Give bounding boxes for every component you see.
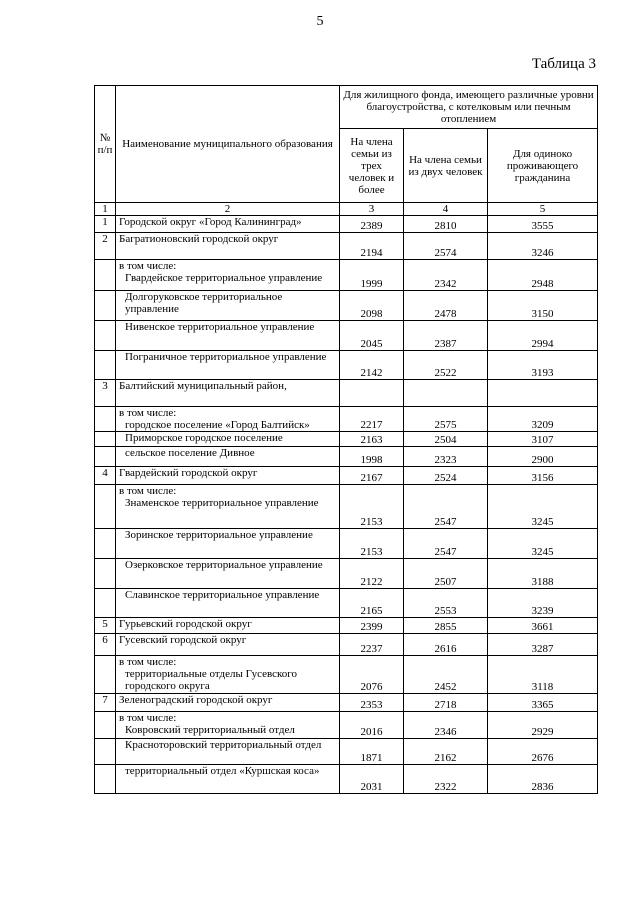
value-c5: 3365 <box>488 694 598 712</box>
row-number <box>95 291 116 321</box>
row-number <box>95 432 116 447</box>
row-name: Ковровский территориальный отдел <box>125 724 295 736</box>
value-c3: 2122 <box>340 559 404 589</box>
value-c4 <box>404 380 488 407</box>
row-number <box>95 260 116 291</box>
value-c3 <box>340 380 404 407</box>
value-c3: 1871 <box>340 739 404 765</box>
row-number <box>95 712 116 739</box>
value-c4: 2718 <box>404 694 488 712</box>
col-number: 5 <box>488 203 598 216</box>
value-c4: 2810 <box>404 216 488 233</box>
col-number: 2 <box>116 203 340 216</box>
row-name-cell <box>116 447 340 467</box>
col-number: 3 <box>340 203 404 216</box>
table-row <box>95 485 598 529</box>
row-name-cell <box>116 321 340 351</box>
header-col5: Для одиноко проживающего гражданина <box>488 129 598 203</box>
table-label: Таблица 3 <box>531 56 596 72</box>
row-name-cell <box>116 291 340 321</box>
row-name: городское поселение «Город Балтийск» <box>125 419 310 431</box>
table-row <box>95 432 598 447</box>
value-c5: 3156 <box>488 467 598 485</box>
value-c3: 1999 <box>340 260 404 291</box>
row-name: Гвардейское территориальное управление <box>125 272 323 284</box>
value-c3: 2045 <box>340 321 404 351</box>
value-c5: 3245 <box>488 485 598 529</box>
row-number <box>95 559 116 589</box>
value-c3: 2142 <box>340 351 404 380</box>
table-row <box>95 765 598 794</box>
value-c3: 2165 <box>340 589 404 618</box>
header-col4: На члена семьи из двух человек <box>404 129 488 203</box>
row-name: Пограничное территориальное управление <box>125 351 327 363</box>
value-c3: 2076 <box>340 656 404 694</box>
row-lead-text: в том числе: <box>119 260 177 272</box>
value-c4: 2575 <box>404 407 488 432</box>
value-c4: 2574 <box>404 233 488 260</box>
row-name: Гвардейский городской округ <box>119 467 258 479</box>
row-name-cell <box>116 467 340 485</box>
value-c5: 3188 <box>488 559 598 589</box>
value-c3: 2098 <box>340 291 404 321</box>
row-name: Багратионовский городской округ <box>119 233 279 245</box>
row-name-cell <box>116 260 340 291</box>
data-table <box>94 85 598 794</box>
row-name-cell <box>116 656 340 694</box>
value-c5: 3118 <box>488 656 598 694</box>
row-name: Балтийский муниципальный район, <box>119 380 287 392</box>
value-c5: 3555 <box>488 216 598 233</box>
row-name-cell <box>116 589 340 618</box>
row-name-cell <box>116 765 340 794</box>
value-c5: 3245 <box>488 529 598 559</box>
value-c3: 2153 <box>340 529 404 559</box>
value-c3: 1998 <box>340 447 404 467</box>
value-c5: 3287 <box>488 634 598 656</box>
col-number: 1 <box>95 203 116 216</box>
value-c5: 3661 <box>488 618 598 634</box>
value-c5: 2676 <box>488 739 598 765</box>
value-c5: 2836 <box>488 765 598 794</box>
value-c4: 2553 <box>404 589 488 618</box>
value-c5: 2994 <box>488 321 598 351</box>
row-lead-text: в том числе: <box>119 656 177 668</box>
value-c3: 2217 <box>340 407 404 432</box>
row-number: 2 <box>95 233 116 260</box>
row-name: Гурьевский городской округ <box>119 618 252 630</box>
value-c3: 2031 <box>340 765 404 794</box>
table-row <box>95 233 598 260</box>
value-c4: 2162 <box>404 739 488 765</box>
row-name: территориальный отдел «Куршская коса» <box>125 765 320 777</box>
row-name-cell <box>116 529 340 559</box>
table-row <box>95 380 598 407</box>
row-number: 6 <box>95 634 116 656</box>
value-c5 <box>488 380 598 407</box>
value-c3: 2237 <box>340 634 404 656</box>
value-c4: 2323 <box>404 447 488 467</box>
value-c4: 2524 <box>404 467 488 485</box>
row-name-cell <box>116 407 340 432</box>
row-name-cell <box>116 432 340 447</box>
row-name: Городской округ «Город Калининград» <box>119 216 302 228</box>
value-c5: 2948 <box>488 260 598 291</box>
header-num: № п/п <box>95 86 116 203</box>
value-c3: 2194 <box>340 233 404 260</box>
row-number: 1 <box>95 216 116 233</box>
page-number: 5 <box>316 14 324 29</box>
value-c4: 2616 <box>404 634 488 656</box>
value-c5: 2900 <box>488 447 598 467</box>
value-c3: 2153 <box>340 485 404 529</box>
table-row <box>95 656 598 694</box>
row-number <box>95 529 116 559</box>
row-name-cell <box>116 233 340 260</box>
table-row <box>95 216 598 233</box>
row-number <box>95 447 116 467</box>
row-name-cell <box>116 351 340 380</box>
value-c5: 3150 <box>488 291 598 321</box>
row-number <box>95 589 116 618</box>
row-name: сельское поселение Дивное <box>125 447 255 459</box>
table-row <box>95 739 598 765</box>
value-c5: 3209 <box>488 407 598 432</box>
row-number: 7 <box>95 694 116 712</box>
row-lead-text: в том числе: <box>119 712 177 724</box>
table-row <box>95 291 598 321</box>
value-c4: 2507 <box>404 559 488 589</box>
table-row <box>95 447 598 467</box>
row-number <box>95 765 116 794</box>
row-name: Зоринское территориальное управление <box>125 529 313 541</box>
row-name-cell <box>116 485 340 529</box>
value-c5: 3107 <box>488 432 598 447</box>
row-number: 3 <box>95 380 116 407</box>
value-c4: 2452 <box>404 656 488 694</box>
value-c5: 2929 <box>488 712 598 739</box>
value-c4: 2522 <box>404 351 488 380</box>
header-col3: На члена семьи из трех человек и более <box>340 129 404 203</box>
value-c3: 2399 <box>340 618 404 634</box>
value-c3: 2389 <box>340 216 404 233</box>
table-row <box>95 321 598 351</box>
row-name-cell <box>116 618 340 634</box>
value-c3: 2016 <box>340 712 404 739</box>
value-c3: 2353 <box>340 694 404 712</box>
value-c4: 2504 <box>404 432 488 447</box>
table-row <box>95 559 598 589</box>
value-c4: 2387 <box>404 321 488 351</box>
table-row <box>95 467 598 485</box>
value-c3: 2167 <box>340 467 404 485</box>
table-row <box>95 634 598 656</box>
value-c4: 2346 <box>404 712 488 739</box>
value-c5: 3246 <box>488 233 598 260</box>
table-row <box>95 351 598 380</box>
row-name: Нивенское территориальное управление <box>125 321 315 333</box>
row-name: Знаменское территориальное управление <box>125 497 319 509</box>
value-c4: 2322 <box>404 765 488 794</box>
row-number <box>95 407 116 432</box>
row-number <box>95 656 116 694</box>
row-number <box>95 351 116 380</box>
row-number <box>95 739 116 765</box>
table-row <box>95 260 598 291</box>
header-name: Наименование муниципального образования <box>116 86 340 203</box>
row-lead-text: в том числе: <box>119 485 177 497</box>
value-c4: 2478 <box>404 291 488 321</box>
header-group: Для жилищного фонда, имеющего различные уровни благоустройства, с котелковым или печным отоплением <box>340 86 598 129</box>
row-name: Красноторовский территориальный отдел <box>125 739 322 751</box>
row-name-cell <box>116 559 340 589</box>
row-name-cell <box>116 634 340 656</box>
value-c4: 2547 <box>404 529 488 559</box>
table-row <box>95 712 598 739</box>
row-name-cell <box>116 216 340 233</box>
table-row <box>95 529 598 559</box>
value-c4: 2342 <box>404 260 488 291</box>
value-c5: 3239 <box>488 589 598 618</box>
row-number: 5 <box>95 618 116 634</box>
row-name-cell <box>116 712 340 739</box>
table-row <box>95 694 598 712</box>
row-name: Озерковское территориальное управление <box>125 559 323 571</box>
value-c4: 2547 <box>404 485 488 529</box>
row-name: Долгоруковское территориальное управление <box>125 291 283 315</box>
row-number: 4 <box>95 467 116 485</box>
row-name-cell <box>116 739 340 765</box>
row-lead-text: в том числе: <box>119 407 177 419</box>
table-row <box>95 589 598 618</box>
row-name: Славинское территориальное управление <box>125 589 320 601</box>
value-c3: 2163 <box>340 432 404 447</box>
row-name: Гусевский городской округ <box>119 634 247 646</box>
col-number: 4 <box>404 203 488 216</box>
row-name-cell <box>116 694 340 712</box>
row-number <box>95 321 116 351</box>
row-name-cell <box>116 380 340 407</box>
row-name: Приморское городское поселение <box>125 432 283 444</box>
table-row <box>95 618 598 634</box>
table-row <box>95 407 598 432</box>
row-number <box>95 485 116 529</box>
row-name: территориальные отделы Гусевского городского округа <box>125 668 298 692</box>
row-name: Зеленоградский городской округ <box>119 694 273 706</box>
value-c5: 3193 <box>488 351 598 380</box>
value-c4: 2855 <box>404 618 488 634</box>
